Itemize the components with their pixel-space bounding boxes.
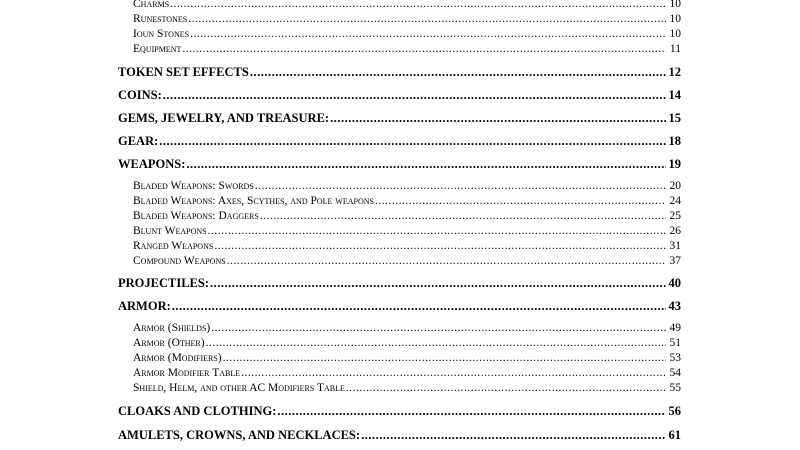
- dot-leader: [210, 276, 666, 291]
- toc-entry-page: 10: [669, 28, 681, 40]
- toc-entry-page: 54: [669, 367, 681, 379]
- toc-entry-armor-modifiers: [133, 352, 681, 364]
- toc-entry-compound-weapons: [133, 255, 681, 267]
- toc-entry-page: 53: [669, 352, 681, 364]
- toc-entry-gems-jewelry-treasure: [118, 111, 681, 126]
- toc-entry-label: WEAPONS:: [118, 157, 186, 171]
- toc-entry-page: 19: [668, 157, 681, 171]
- toc-entry-label: ARMOR:: [118, 299, 171, 313]
- toc-entry-label: PROJECTILES:: [118, 276, 209, 290]
- toc-entry-label: Runestones: [133, 13, 188, 25]
- toc-entry-equipment: [133, 43, 681, 55]
- dot-leader: [346, 382, 666, 394]
- toc-entry-page: 43: [668, 299, 681, 313]
- toc-entry-page: 40: [668, 276, 681, 290]
- toc-entry-label: Equipment: [133, 43, 182, 55]
- toc-entry-charms: [133, 0, 681, 10]
- toc-entry-page: 55: [669, 382, 681, 394]
- dot-leader: [255, 180, 666, 192]
- dot-leader: [172, 299, 666, 314]
- dot-leader: [277, 404, 666, 419]
- toc-entry-label: Bladed Weapons: Axes, Scythes, and Pole weapons: [133, 195, 374, 207]
- toc-entry-bladed-axes: [133, 195, 681, 207]
- toc-entry-label: COINS:: [118, 88, 162, 102]
- toc-entry-label: Bladed Weapons: Daggers: [133, 210, 259, 222]
- dot-leader: [208, 225, 666, 237]
- toc-entry-cloaks-clothing: [118, 404, 681, 419]
- toc-entry-label: Armor Modifier Table: [133, 367, 241, 379]
- toc-entry-armor: [118, 299, 681, 314]
- dot-leader: [206, 337, 666, 349]
- toc-entry-page: 18: [668, 134, 681, 148]
- dot-leader: [190, 28, 666, 40]
- toc-entry-weapons: [118, 157, 681, 172]
- toc-entry-label: Blunt Weapons: [133, 225, 207, 237]
- toc-entry-label: TOKEN SET EFFECTS: [118, 65, 249, 79]
- toc-entry-page: 11: [669, 43, 681, 55]
- toc-entry-label: GEAR:: [118, 134, 159, 148]
- toc-entry-label: Compound Weapons: [133, 255, 226, 267]
- dot-leader: [260, 210, 666, 222]
- dot-leader: [361, 428, 666, 443]
- toc-entry-page: 56: [668, 404, 681, 418]
- toc-entry-label: CLOAKS AND CLOTHING:: [118, 404, 277, 418]
- toc-entry-page: 24: [669, 195, 681, 207]
- toc-entry-label: Armor (Modifiers): [133, 352, 222, 364]
- toc-entry-label: Shield, Helm, and other AC Modifiers Table: [133, 382, 345, 394]
- toc-entry-label: Charms: [133, 0, 170, 10]
- toc-entry-label: Armor (Shields): [133, 322, 211, 334]
- toc-entry-shield-helm-ac-table: [133, 382, 681, 394]
- toc-entry-page: 20: [669, 180, 681, 192]
- toc-entry-page: 15: [668, 111, 681, 125]
- toc-entry-label: Ranged Weapons: [133, 240, 214, 252]
- dot-leader: [330, 111, 666, 126]
- toc-entry-runestones: [133, 13, 681, 25]
- toc-entry-label: Ioun Stones: [133, 28, 190, 40]
- dot-leader: [250, 65, 666, 80]
- toc-entry-coins: [118, 88, 681, 103]
- dot-leader: [188, 13, 666, 25]
- dot-leader: [375, 195, 666, 207]
- toc-entry-label: GEMS, JEWELRY, AND TREASURE:: [118, 111, 330, 125]
- toc-entry-projectiles: [118, 276, 681, 291]
- dot-leader: [241, 367, 666, 379]
- dot-leader: [186, 157, 666, 172]
- toc-entry-bladed-daggers: [133, 210, 681, 222]
- toc-entry-armor-modifier-table: [133, 367, 681, 379]
- toc-entry-armor-shields: [133, 322, 681, 334]
- toc-entry-label: Armor (Other): [133, 337, 205, 349]
- dot-leader: [227, 255, 666, 267]
- dot-leader: [211, 322, 666, 334]
- toc-entry-page: 10: [669, 0, 681, 10]
- toc-entry-page: 26: [669, 225, 681, 237]
- toc-entry-page: 49: [669, 322, 681, 334]
- toc-entry-label: Bladed Weapons: Swords: [133, 180, 254, 192]
- toc-entry-token-set-effects: [118, 65, 681, 80]
- toc-entry-ioun-stones: [133, 28, 681, 40]
- dot-leader: [170, 0, 666, 10]
- toc-entry-armor-other: [133, 337, 681, 349]
- toc-entry-page: 25: [669, 210, 681, 222]
- toc-entry-label: AMULETS, CROWNS, AND NECKLACES:: [118, 428, 361, 442]
- dot-leader: [214, 240, 666, 252]
- toc-entry-bladed-swords: [133, 180, 681, 192]
- toc-entry-ranged-weapons: [133, 240, 681, 252]
- toc-entry-blunt-weapons: [133, 225, 681, 237]
- toc-entry-amulets-crowns-necklaces: [118, 428, 681, 443]
- toc-entry-page: 51: [669, 337, 681, 349]
- dot-leader: [182, 43, 666, 55]
- toc-entry-page: 61: [668, 428, 681, 442]
- toc-entry-page: 37: [669, 255, 681, 267]
- toc-entry-page: 31: [669, 240, 681, 252]
- toc-entry-page: 12: [668, 65, 681, 79]
- dot-leader: [223, 352, 666, 364]
- toc-entry-page: 10: [669, 13, 681, 25]
- dot-leader: [163, 88, 666, 103]
- dot-leader: [159, 134, 666, 149]
- toc-entry-page: 14: [668, 88, 681, 102]
- toc-entry-gear: [118, 134, 681, 149]
